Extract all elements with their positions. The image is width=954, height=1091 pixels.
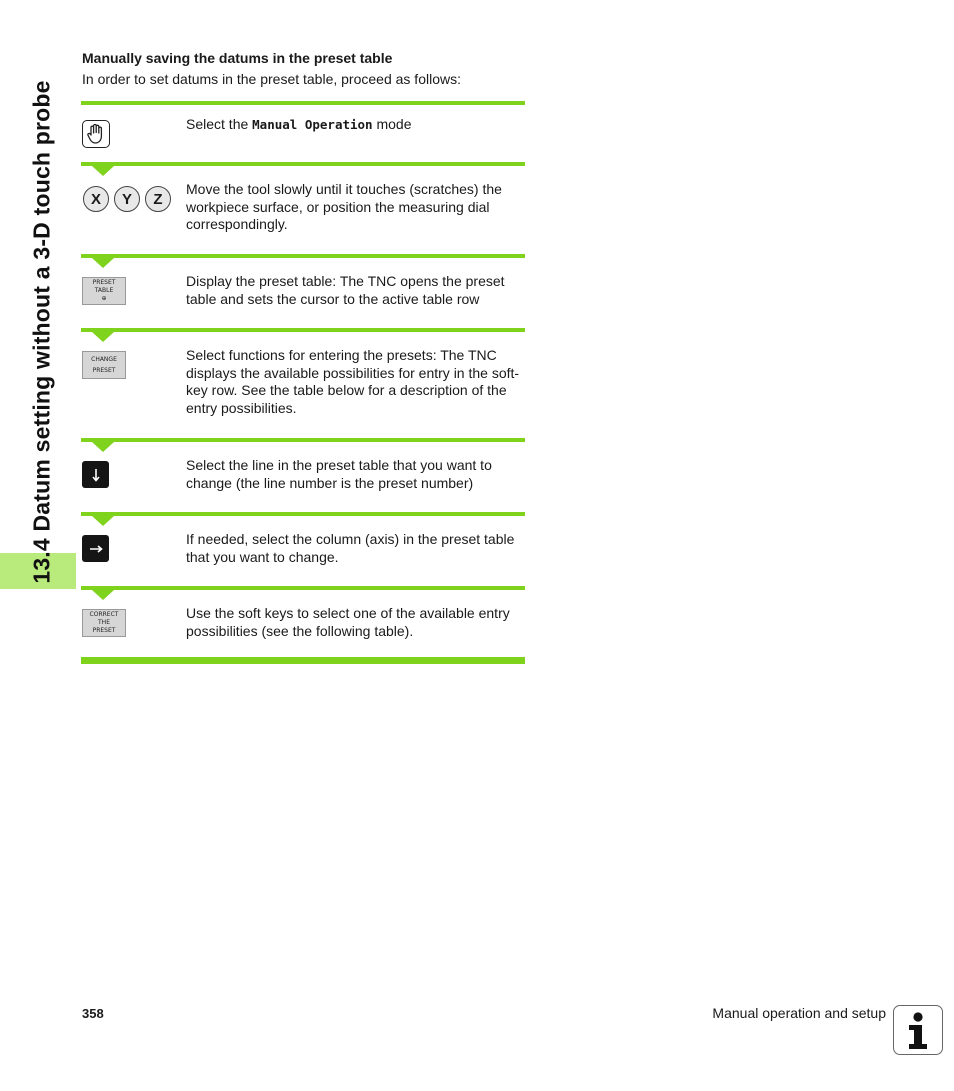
- step-divider: [81, 586, 525, 590]
- arrow-down-key: [82, 461, 109, 488]
- manual-operation-key: [82, 120, 110, 148]
- footer-section-name: Manual operation and setup: [712, 1005, 886, 1021]
- step-6-text: If needed, select the column (axis) in the preset table that you want to change.: [186, 531, 515, 565]
- step-1-text: [186, 116, 526, 134]
- section-heading: Manually saving the datums in the preset table: [82, 50, 393, 66]
- arrow-right-key: [82, 535, 109, 562]
- info-icon: [893, 1005, 943, 1055]
- step-4-text: Select functions for entering the presets: The TNC displays the available possibilities for entry in the soft-key row. See the table below for a description of the entry possibilities.: [186, 347, 520, 416]
- arrow-right-icon: [89, 544, 103, 554]
- manual-operation-code: Manual Operation: [252, 117, 373, 132]
- step-divider: [81, 438, 525, 442]
- step-arrow: [92, 516, 114, 526]
- softkey-line: THE: [98, 619, 110, 626]
- page-number: 358: [82, 1006, 104, 1021]
- change-preset-softkey: [82, 351, 126, 379]
- preset-table-softkey: [82, 277, 126, 305]
- step-divider: [81, 512, 525, 516]
- step-divider: [81, 254, 525, 258]
- x-axis-key: X: [83, 186, 109, 212]
- crosshair-icon: ⊕: [101, 295, 107, 302]
- step-arrow: [92, 332, 114, 342]
- hand-icon: [86, 123, 106, 145]
- correct-the-preset-softkey: [82, 609, 126, 637]
- arrow-down-icon: [91, 468, 101, 482]
- step-2-text: Move the tool slowly until it touches (scratches) the workpiece surface, or position the measuring dial correspondingly.: [186, 181, 502, 232]
- softkey-line: CHANGE: [91, 355, 117, 363]
- step-1-text-before: Select the: [186, 116, 253, 132]
- step-7-text: Use the soft keys to select one of the available entry possibilities (see the following table).: [186, 605, 510, 639]
- step-arrow: [92, 258, 114, 268]
- softkey-line: CORRECT: [89, 611, 119, 618]
- step-arrow: [92, 166, 114, 176]
- softkey-line: PRESET: [92, 279, 116, 286]
- steps-end-bar: [81, 657, 525, 664]
- section-intro: In order to set datums in the preset table, proceed as follows:: [82, 71, 461, 87]
- softkey-line: PRESET: [92, 627, 116, 634]
- softkey-line: TABLE: [94, 287, 114, 294]
- step-divider: [81, 101, 525, 105]
- step-divider: [81, 328, 525, 332]
- y-axis-key: Y: [114, 186, 140, 212]
- step-1-text-after: mode: [372, 116, 412, 132]
- step-arrow: [92, 442, 114, 452]
- step-divider: [81, 162, 525, 166]
- step-3-text: Display the preset table: The TNC opens the preset table and sets the cursor to the active table row: [186, 273, 505, 307]
- z-axis-key: Z: [145, 186, 171, 212]
- step-5-text: Select the line in the preset table that you want to change (the line number is the preset number): [186, 457, 492, 491]
- softkey-line: PRESET: [92, 366, 116, 374]
- step-arrow: [92, 590, 114, 600]
- chapter-title-text: 13.4 Datum setting without a 3-D touch probe: [28, 80, 55, 584]
